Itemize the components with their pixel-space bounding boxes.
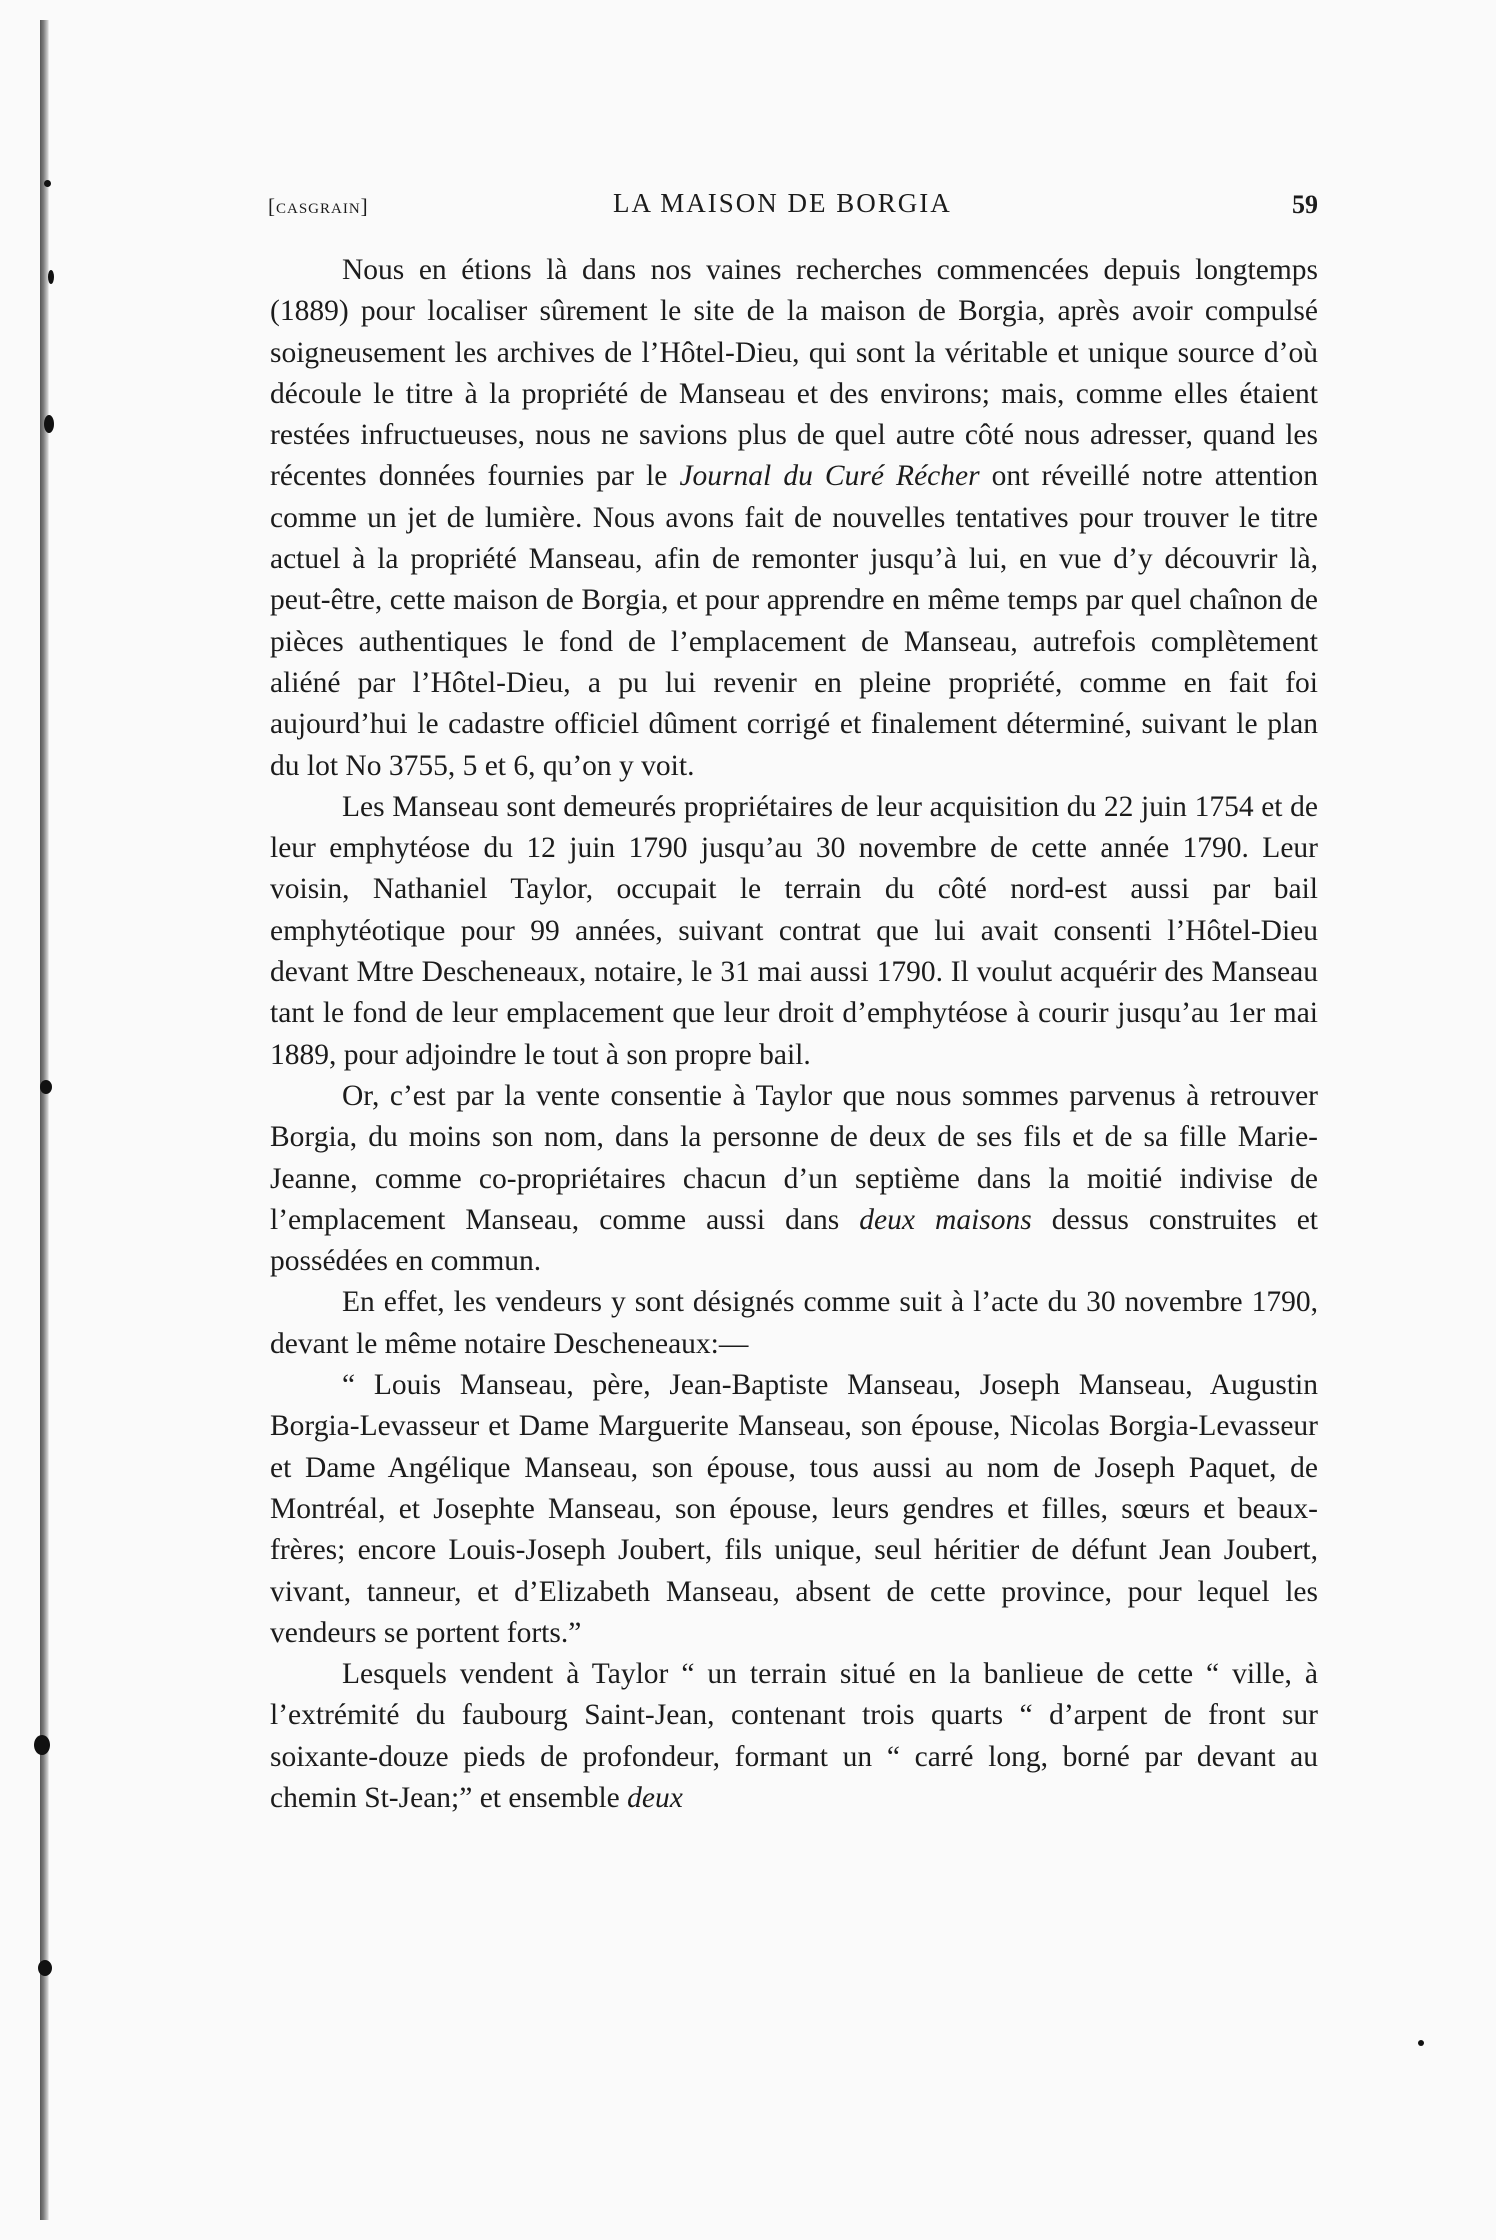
text-run: ont réveillé notre attention comme un jet de lumière. Nous avons fait de nouvelles tentatives pour trouver le titre actuel à la propriété Manseau, afin de remonter jusqu’à lui, en vue d’y découvrir là, peut-être, cette maison de Borgia, et pour apprendre en même temps par quel chaînon de pièces authentiques le fond de l’emplacement de Manseau, autrefois complètement aliéné par l’Hôtel-Dieu, a pu lui revenir en pleine propriété, comme en fait foi aujourd’hui le cadastre officiel dûment corrigé et finalement déterminé, suivant le plan du lot No 3755, 5 et 6, qu’on y voit. bbox=[270, 460, 1318, 782]
text-run: En effet, les vendeurs y sont désignés comme suit à l’acte du 30 novembre 1790, devant le même notaire Descheneaux:— bbox=[270, 1286, 1318, 1360]
page-binding-edge bbox=[40, 20, 49, 2220]
running-header bbox=[268, 188, 1318, 228]
scan-speck bbox=[38, 1960, 52, 1976]
header-title: LA MAISON DE BORGIA bbox=[613, 188, 952, 218]
scan-speck bbox=[40, 1080, 52, 1094]
page-number: 59 bbox=[1292, 190, 1318, 219]
italic-title: Journal du Curé Récher bbox=[679, 460, 980, 493]
paragraph bbox=[270, 1076, 1318, 1282]
text-run: Les Manseau sont demeurés propriétaires de leur acquisition du 22 juin 1754 et de leur emphytéose du 12 juin 1790 jusqu’au 30 novembre de cette année 1790. Leur voisin, Nathaniel Taylor, occupait le terrain du côté nord-est aussi par bail emphytéotique pour 99 années, suivant contrat que lui avait consenti l’Hôtel-Dieu devant Mtre Descheneaux, notaire, le 31 mai aussi 1790. Il voulut acquérir des Manseau tant le fond de leur emplacement que leur droit d’emphytéose à courir jusqu’au 1er mai 1889, pour adjoindre le tout à son propre bail. bbox=[270, 790, 1318, 1071]
text-run: Or, c’est par la vente consentie à Taylor que nous sommes parvenus à retrouver Borgia, du moins son nom, dans la personne de deux de ses fils et de sa fille Marie-Jeanne, comme co-propriétaires chacun d’un septième dans la moitié indivise de l’emplacement Manseau, comme aussi dans bbox=[270, 1079, 1318, 1236]
scan-speck bbox=[44, 415, 54, 433]
text-run: “ Louis Manseau, père, Jean-Baptiste Manseau, Joseph Manseau, Augustin Borgia-Levasseur et Dame Marguerite Manseau, son épouse, Nicolas Borgia-Levasseur et Dame Angélique Manseau, son épouse, tous aussi au nom de Joseph Paquet, de Montréal, et Josephte Manseau, son épouse, leurs gendres et filles, sœurs et beaux-frères; encore Louis-Joseph Joubert, fils unique, seul héritier de défunt Jean Joubert, vivant, tanneur, et d’Elizabeth Manseau, absent de cette province, pour lequel les vendeurs se portent forts.” bbox=[270, 1369, 1318, 1649]
text-run: Nous en étions là dans nos vaines recherches commencées depuis longtemps (1889) pour localiser sûrement le site de la maison de Borgia, après avoir compulsé soigneusement les archives de l’Hôtel-Dieu, qui sont la véritable et unique source d’où découle le titre à la propriété de Manseau et des environs; mais, comme elles étaient restées infructueuses, nous ne savions plus de quel autre côté nous adresser, quand les récentes données fournies par le bbox=[270, 254, 1318, 493]
text-run: Lesquels vendent à Taylor “ un terrain situé en la banlieue de cette “ ville, à l’extrémité du faubourg Saint-Jean, contenant trois quarts “ d’arpent de front sur soixante-douze pieds de profondeur, formant un “ carré long, borné par devant au chemin St-Jean;” et ensemble bbox=[270, 1658, 1318, 1814]
text-run: dessus construites et possédées en commun. bbox=[270, 1203, 1319, 1278]
body-text bbox=[270, 250, 1318, 1819]
italic-phrase: deux maisons bbox=[859, 1203, 1032, 1236]
paragraph bbox=[270, 250, 1318, 787]
quoted-paragraph bbox=[270, 1365, 1318, 1654]
scan-speck bbox=[48, 270, 54, 284]
paragraph bbox=[270, 1282, 1318, 1365]
paragraph bbox=[270, 787, 1318, 1076]
paragraph bbox=[270, 1654, 1318, 1819]
scan-speck bbox=[34, 1735, 50, 1755]
header-author: [casgrain] bbox=[268, 194, 369, 218]
scan-speck bbox=[1418, 2040, 1424, 2046]
scan-speck bbox=[44, 180, 51, 187]
italic-word: deux bbox=[627, 1781, 683, 1814]
